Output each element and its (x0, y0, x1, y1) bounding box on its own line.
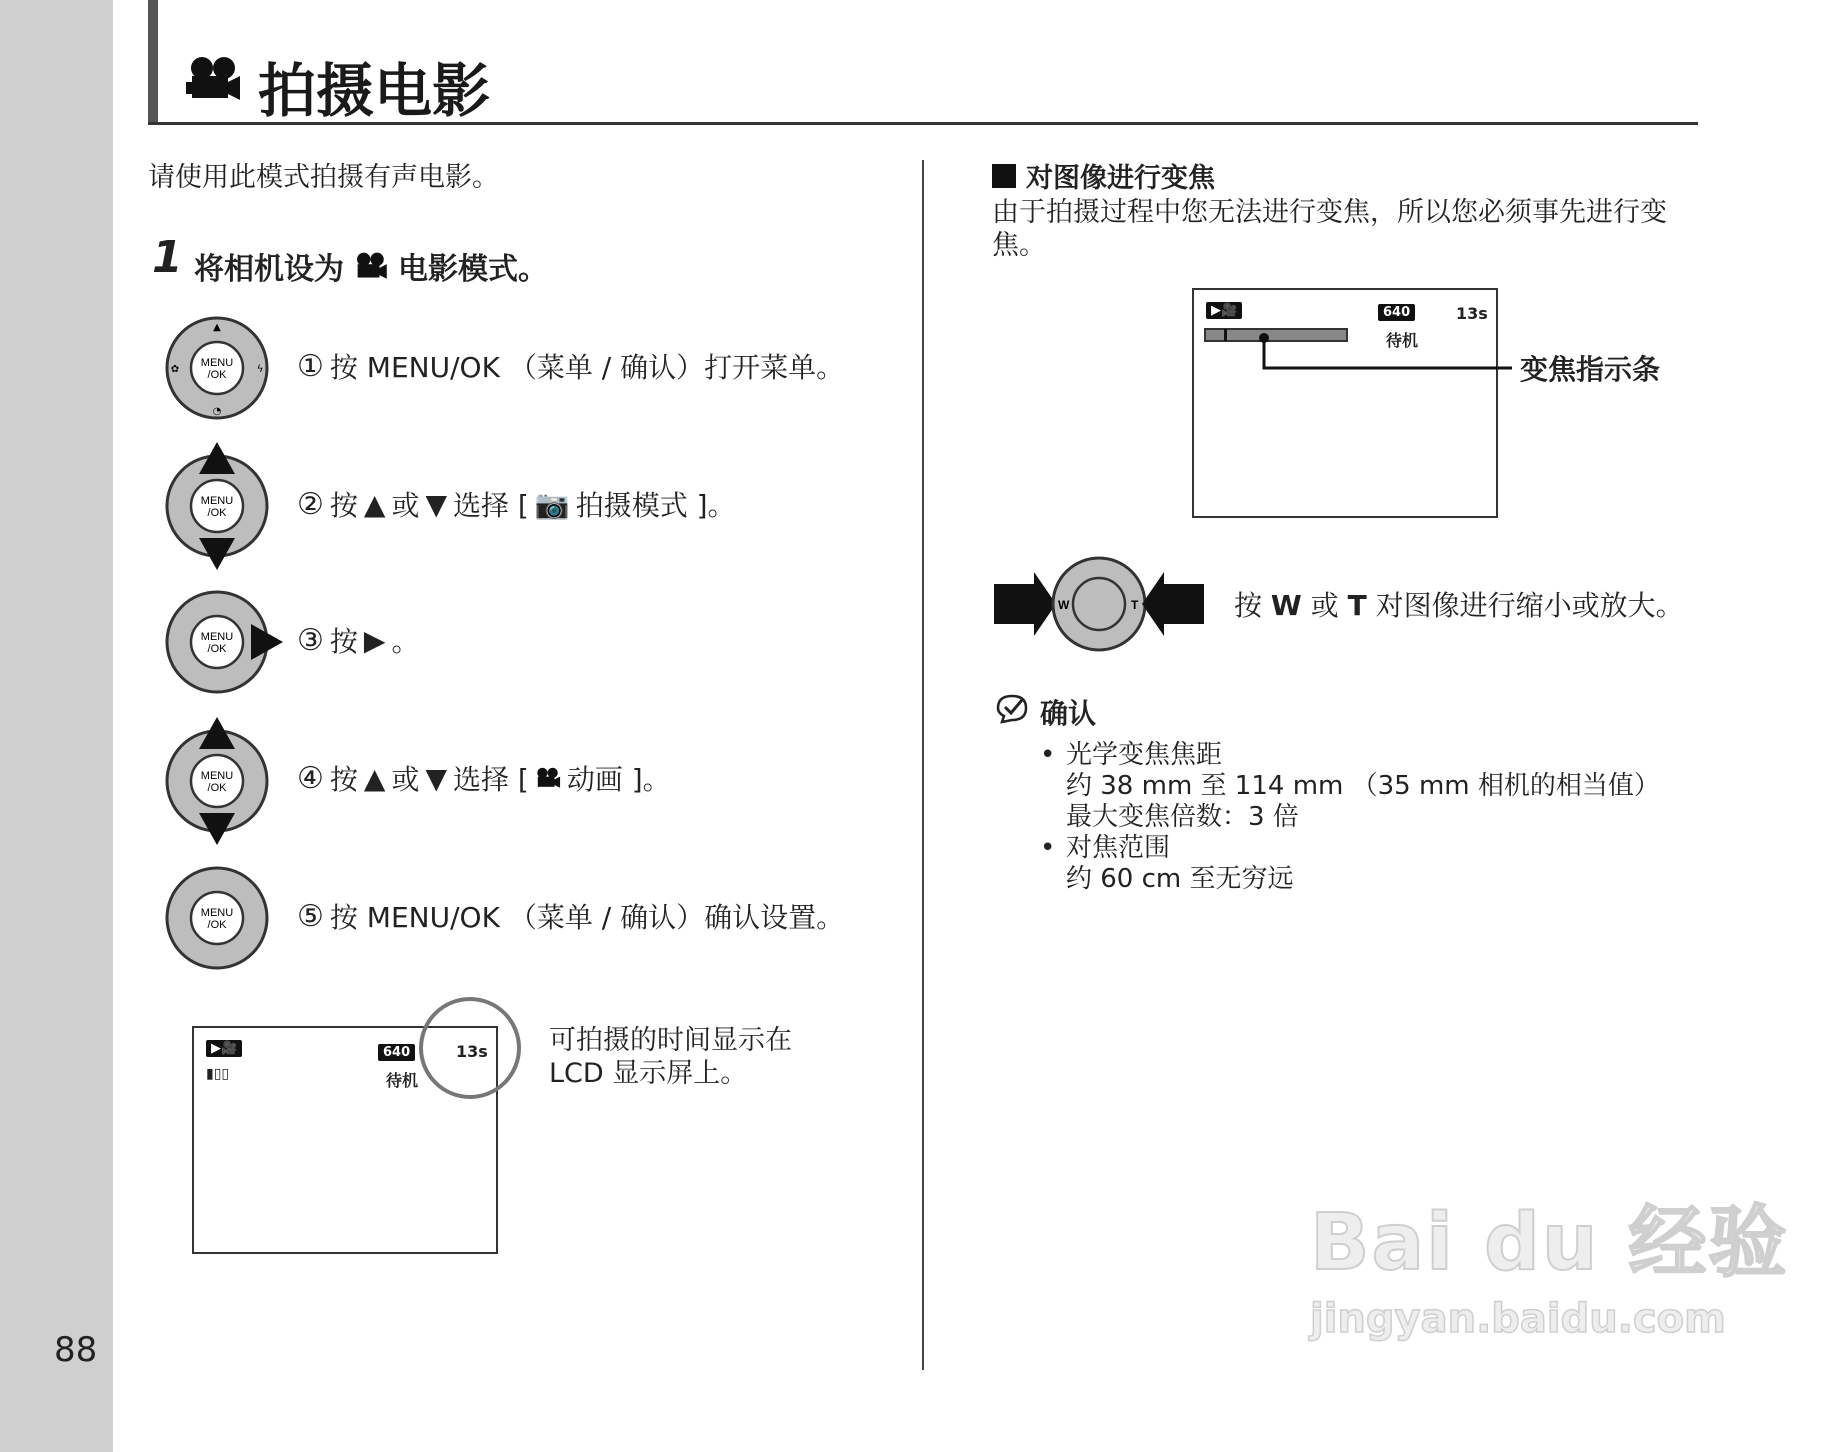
baidu-watermark (1310, 1180, 1789, 1342)
dial-t-label: T (1131, 598, 1139, 612)
svg-text:MENU: MENU (200, 770, 234, 782)
movie-mode-badge-icon: ▶🎥 (206, 1040, 242, 1057)
svg-text:MENU: MENU (200, 907, 234, 919)
up-down-dial (165, 715, 269, 847)
title-bar (148, 0, 158, 124)
page-sidebar (0, 0, 113, 1452)
camera-icon: 📷 (534, 487, 570, 521)
movie-mode-icon (535, 767, 561, 789)
zoom-callout-line (1254, 332, 1514, 374)
zoom-wt-dial (994, 554, 1204, 654)
step-heading (194, 244, 548, 288)
svg-text:MENU: MENU (200, 631, 234, 643)
zoom-section-title: 对图像进行变焦 (992, 156, 1215, 195)
movie-mode-icon (354, 252, 388, 280)
highlight-circle (418, 994, 522, 1102)
dial-w-label: W (1058, 598, 1070, 612)
square-bullet-icon (992, 164, 1016, 188)
watermark-brand: Bai du 经验 (1310, 1198, 1789, 1288)
confirm-bullet-1: • 光学变焦焦距 约 38 mm 至 114 mm （35 mm 相机的相当值） 最大变焦倍数：3 倍 (1040, 740, 1660, 832)
down-arrow-icon: ▼ (425, 487, 448, 521)
intro-text: 请使用此模式拍摄有声电影。 (148, 162, 499, 193)
zoom-instruction: 按 W 或 T 对图像进行缩小或放大。 (1234, 589, 1684, 622)
recording-time: 13s (456, 1042, 488, 1061)
zoom-indicator-label: 变焦指示条 (1520, 353, 1661, 386)
up-arrow-icon: ▲ (363, 487, 386, 521)
svg-text:/OK: /OK (207, 782, 227, 794)
svg-text:/OK: /OK (207, 369, 227, 381)
confirm-bullet-2: • 对焦范围 约 60 cm 至无穷远 (1040, 833, 1294, 894)
lcd-screen-zoom (1192, 288, 1498, 518)
step-heading-after: 电影模式。 (398, 252, 548, 287)
movie-mode-badge-icon: ▶🎥 (1206, 302, 1242, 319)
up-down-dial (165, 440, 269, 572)
instruction-5: ⑤ 按 MENU/OK （菜单 / 确认）确认设置。 (297, 898, 845, 934)
movie-camera-icon (186, 56, 242, 102)
zoom-indicator-marker (1224, 329, 1227, 341)
svg-text:MENU: MENU (200, 495, 234, 507)
confirm-title: 确认 (1040, 697, 1097, 730)
lcd-note: 可拍摄的时间显示在 LCD 显示屏上。 (549, 1025, 792, 1089)
instruction-2: ② 按 ▲ 或 ▼ 选择 [ 📷 拍摄模式 ]。 (297, 486, 736, 522)
right-arrow-icon: ▶ (363, 623, 386, 657)
instruction-3: ③ 按 ▶ 。 (297, 622, 420, 658)
svg-text:/OK: /OK (207, 919, 227, 931)
svg-text:ϟ: ϟ (256, 364, 264, 375)
checkmark-note-icon (994, 692, 1030, 724)
instruction-1: ① 按 MENU/OK （菜单 / 确认）打开菜单。 (297, 348, 845, 384)
up-arrow-icon: ▲ (363, 761, 386, 795)
svg-text:/OK: /OK (207, 507, 227, 519)
svg-text:▲: ▲ (213, 322, 221, 333)
svg-text:✿: ✿ (170, 364, 180, 375)
battery-icon: ▮▯▯ (206, 1066, 230, 1082)
svg-text:◔: ◔ (212, 406, 222, 417)
zoom-section-body: 由于拍摄过程中您无法进行变焦，所以您必须事先进行变焦。 (992, 197, 1667, 261)
page-title: 拍摄电影 (258, 57, 491, 125)
standby-status: 待机 (1386, 331, 1419, 350)
recording-time: 13s (1456, 304, 1488, 323)
page-number: 88 (54, 1330, 98, 1370)
right-dial (165, 590, 289, 694)
step-heading-before: 将相机设为 (194, 252, 344, 287)
watermark-url: jingyan.baidu.com (1310, 1296, 1726, 1342)
column-divider (922, 160, 924, 1370)
bullet-dot: • (1040, 740, 1056, 770)
svg-text:/OK: /OK (207, 643, 227, 655)
menu-ok-dial (165, 316, 269, 420)
resolution-badge: 640 (1378, 304, 1415, 321)
resolution-badge: 640 (378, 1044, 415, 1061)
menu-ok-dial (165, 866, 269, 970)
step-number: 1 (152, 232, 183, 283)
svg-text:MENU: MENU (200, 357, 234, 369)
standby-status: 待机 (386, 1071, 419, 1090)
down-arrow-icon: ▼ (425, 761, 448, 795)
bullet-dot: • (1040, 833, 1056, 863)
instruction-4: ④ 按 ▲ 或 ▼ 选择 [ 动画 ]。 (297, 760, 671, 796)
